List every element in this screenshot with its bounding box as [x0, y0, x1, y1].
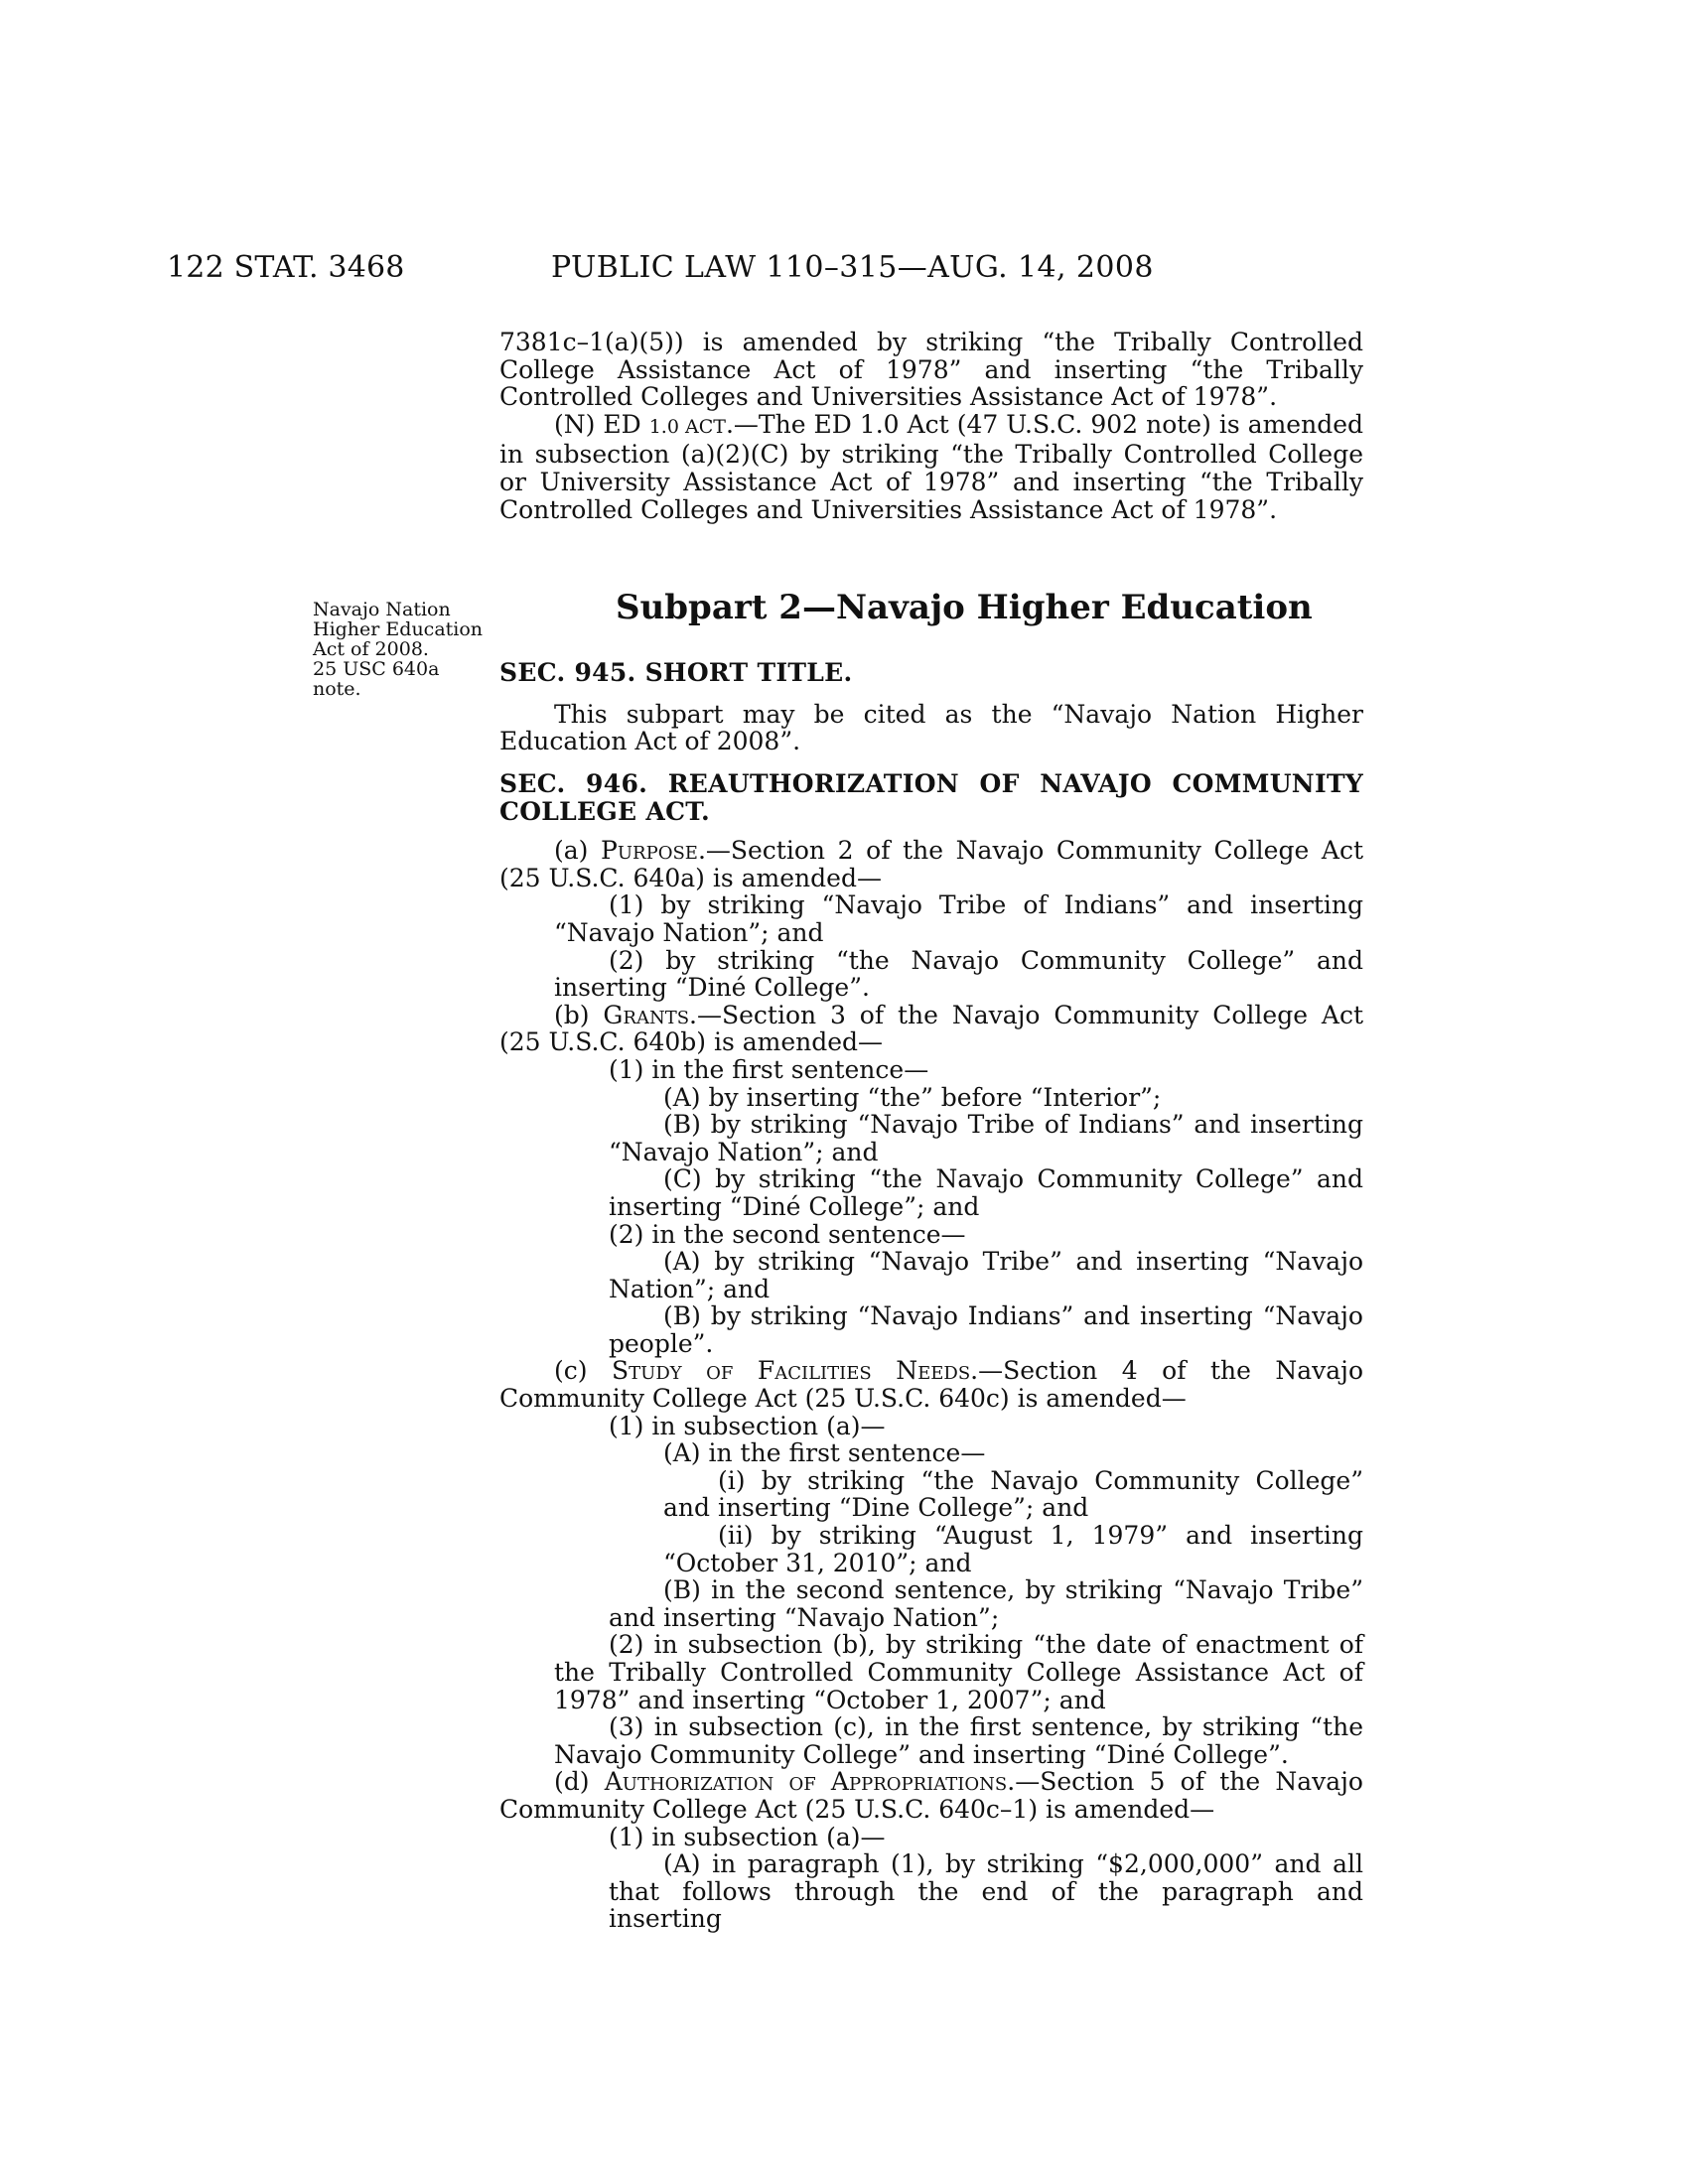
subsection-caption: Purpose: [601, 836, 698, 866]
margin-note-line: 25 USC 640a: [313, 658, 440, 680]
subsection-label: (c): [554, 1356, 613, 1386]
subsection-caption: Grants: [603, 1000, 690, 1029]
subparagraph-b2A: (A) by striking “Navajo Tribe” and inserting “Navajo Nation”; and: [609, 1247, 1363, 1303]
paragraph-n-small-caps: 1.0 ACT: [648, 415, 726, 438]
paragraph-c2: (2) in subsection (b), by striking “the date of enactment of the Tribally Controlled Community College Assistance Act of 1978” and inserting “October 1, 2007”; and: [554, 1630, 1363, 1714]
subpart-title: Subpart 2—Navajo Higher Education: [616, 588, 1313, 627]
paragraph-d1: (1) in subsection (a)—: [609, 1822, 886, 1851]
subsection-d: [499, 1768, 1363, 1823]
paragraph-n: [499, 411, 1363, 523]
subparagraph-b1C: (C) by striking “the Navajo Community College” and inserting “Diné College”; and: [609, 1164, 1363, 1221]
margin-note-line: Navajo Nation: [313, 599, 451, 620]
clause-c1Aii: (ii) by striking “August 1, 1979” and inserting “October 31, 2010”; and: [663, 1521, 1363, 1577]
subparagraph-c1A: (A) in the first sentence—: [663, 1438, 986, 1468]
subsection-text: .—Section 4 of the Navajo Community College Act (25 U.S.C. 640c) is amended—: [499, 1356, 1363, 1414]
short-title-text: This subpart may be cited as the “Navajo Nation Higher Education Act of 2008”.: [499, 699, 1363, 756]
subsection-label: (a): [554, 836, 602, 866]
margin-note-line: note.: [313, 678, 361, 700]
subparagraph-d1A: (A) in paragraph (1), by striking “$2,000,000” and all that follows through the end of the paragraph and inserting: [609, 1849, 1363, 1934]
paragraph-a1: (1) by striking “Navajo Tribe of Indians” and inserting “Navajo Nation”; and: [554, 890, 1363, 947]
paragraph-a2: (2) by striking “the Navajo Community College” and inserting “Diné College”.: [554, 945, 1363, 1003]
section-946: [499, 770, 1363, 1933]
paragraph-n-lead: (N) ED: [554, 409, 649, 439]
stat-citation: 122 STAT. 3468: [167, 250, 405, 285]
subsection-label: (d): [554, 1767, 605, 1797]
subsection-label: (b): [554, 1000, 604, 1029]
margin-note-line: Higher Education: [313, 618, 484, 640]
subsection-caption: Authorization of Appropriations: [604, 1767, 1008, 1797]
paragraph-b1: (1) in the first sentence—: [609, 1054, 929, 1084]
subsection-text: .—Section 3 of the Navajo Community College Act (25 U.S.C. 640b) is amended—: [499, 1000, 1363, 1057]
subsection-c: [499, 1357, 1363, 1412]
paragraph-n-text: .—The ED 1.0 Act (47 U.S.C. 902 note) is amended in subsection (a)(2)(C) by striking “the Tribally Controlled College or University Assistance Act of 1978” and inserting “the Tribally Controlled Colleges and Universities Assistance Act of 1978”.: [499, 409, 1363, 524]
subparagraph-c1B: (B) in the second sentence, by striking “Navajo Tribe” and inserting “Navajo Nation”;: [609, 1575, 1363, 1632]
margin-note-line: Act of 2008.: [313, 638, 429, 660]
section-heading: SEC. 946. REAUTHORIZATION OF NAVAJO COMMUNITY COLLEGE ACT.: [499, 769, 1363, 826]
margin-note: [313, 600, 492, 699]
section-heading: SEC. 945. SHORT TITLE.: [499, 658, 853, 687]
paragraph-continued: 7381c–1(a)(5)) is amended by striking “the Tribally Controlled College Assistance Act of 1978” and inserting “the Tribally Controlled Colleges and Universities Assistance Act of 1978”.: [499, 328, 1363, 412]
clause-c1Ai: (i) by striking “the Navajo Community College” and inserting “Dine College”; and: [663, 1465, 1363, 1523]
subparagraph-b1B: (B) by striking “Navajo Tribe of Indians” and inserting “Navajo Nation”; and: [609, 1110, 1363, 1166]
subsection-caption: Study of Facilities Needs: [612, 1356, 971, 1386]
subsection-text: .—Section 2 of the Navajo Community College Act (25 U.S.C. 640a) is amended—: [499, 836, 1364, 892]
section-945: [499, 659, 1363, 755]
paragraph-c1: (1) in subsection (a)—: [609, 1411, 886, 1440]
paragraph-c3: (3) in subsection (c), in the first sentence, by striking “the Navajo Community College” and inserting “Diné College”.: [554, 1712, 1363, 1769]
subsection-text: .—Section 5 of the Navajo Community College Act (25 U.S.C. 640c–1) is amended—: [499, 1767, 1363, 1824]
subparagraph-b2B: (B) by striking “Navajo Indians” and inserting “Navajo people”.: [609, 1301, 1363, 1358]
paragraph-b2: (2) in the second sentence—: [609, 1219, 966, 1249]
subparagraph-b1A: (A) by inserting “the” before “Interior”;: [663, 1082, 1162, 1112]
subsection-b: [499, 1002, 1363, 1056]
subsection-a: [499, 837, 1363, 891]
continuation-block: [499, 329, 1363, 523]
running-header: PUBLIC LAW 110–315—AUG. 14, 2008: [551, 250, 1154, 285]
